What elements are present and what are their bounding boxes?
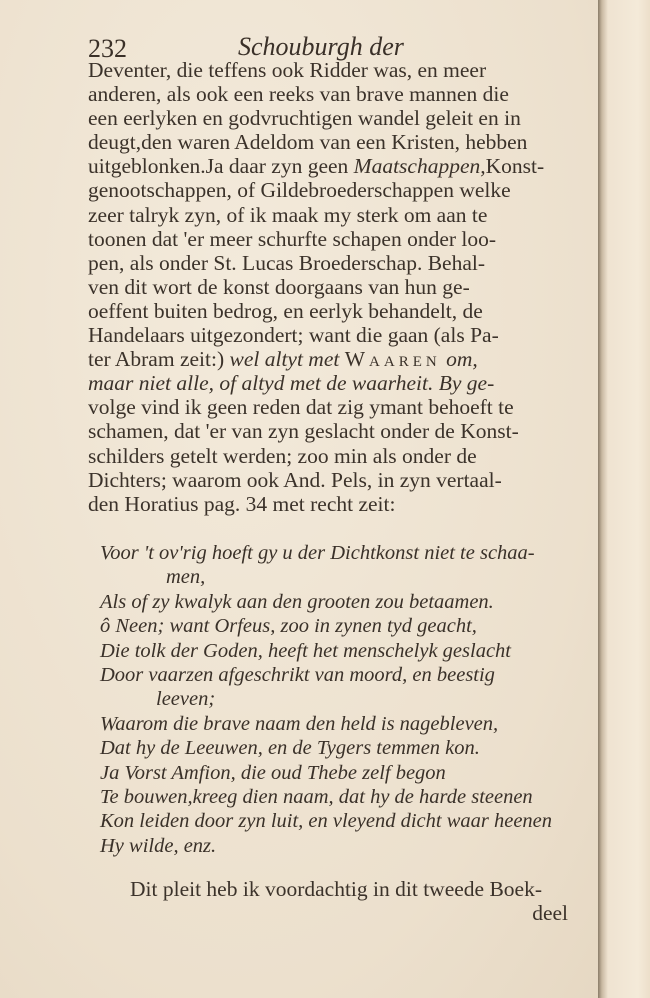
text-line: toonen dat 'er meer schurfte schapen onder loo-	[88, 226, 497, 251]
text-line	[88, 347, 558, 371]
text-line: Deventer, die teffens ook Ridder was, en meer	[88, 58, 487, 82]
verse-line: ô Neen; want Orfeus, zoo in zynen tyd geacht,	[100, 615, 477, 638]
italic-segment: maar niet alle, of altyd met de waarheit. By ge-	[88, 371, 495, 396]
verse-block	[100, 541, 570, 858]
verse-line: Die tolk der Goden, heeft het menschelyk geslacht	[100, 639, 511, 662]
text-line: pen, als onder St. Lucas Broederschap. Behal-	[88, 250, 486, 275]
text-line: zeer talryk zyn, of ik maak my sterk om aan te	[88, 202, 488, 227]
smallcaps-segment: Waaren	[344, 347, 441, 372]
text-line: Dit pleit heb ik voordachtig in dit tweede Boek-	[130, 877, 542, 901]
text-line	[88, 371, 558, 395]
verse-line: Waarom die brave naam den held is nagebleven,	[100, 712, 499, 735]
text-segment: ter Abram zeit:)	[88, 347, 225, 372]
text-line: een eerlyken en godvruchtigen wandel geleit en in	[88, 106, 521, 131]
text-line: deugt,den waren Adeldom van een Kristen, hebben	[88, 130, 528, 155]
verse-line: Als of zy kwalyk aan den grooten zou betaamen.	[100, 590, 494, 613]
verse-line: Voor 't ov'rig hoeft gy u der Dichtkonst niet te schaa-	[100, 542, 535, 564]
body-text	[88, 58, 558, 516]
text-line: schamen, dat 'er van zyn geslacht onder de Konst-	[88, 419, 519, 444]
text-line	[88, 154, 558, 178]
text-segment: Konst-	[485, 154, 545, 179]
verse-line: Kon leiden door zyn luit, en vleyend dicht waar heenen	[100, 810, 553, 833]
page-number: 232	[88, 34, 127, 63]
text-line: genootschappen, of Gildebroederschappen welke	[88, 178, 511, 203]
text-line: oeffent buiten bedrog, en eerlyk behandelt, de	[88, 298, 483, 323]
verse-line: leeven;	[156, 688, 216, 711]
text-line: Handelaars uitgezondert; want die gaan (als Pa-	[88, 323, 499, 348]
italic-segment: wel altyt met	[229, 347, 340, 372]
text-line: volge vind ik geen reden dat zig ymant behoeft te	[88, 395, 514, 420]
catchword: deel	[532, 901, 568, 925]
verse-line: men,	[166, 566, 206, 589]
italic-segment: Maatschappen,	[353, 154, 486, 179]
verse-line: Hy wilde, enz.	[100, 834, 217, 857]
closing-text	[130, 877, 568, 925]
verse-line: Dat hy de Leeuwen, en de Tygers temmen kon.	[100, 737, 480, 760]
verse-line: Te bouwen,kreeg dien naam, dat hy de harde steenen	[100, 785, 533, 808]
text-segment: uitgeblonken.Ja daar zyn geen	[88, 154, 349, 179]
text-line: ven dit wort de konst doorgaans van hun ge-	[88, 274, 470, 299]
verse-line: Ja Vorst Amfion, die oud Thebe zelf begon	[100, 761, 446, 784]
text-line: schilders getelt werden; zoo min als onder de	[88, 443, 477, 468]
verse-line: Door vaarzen afgeschrikt van moord, en beestig	[100, 663, 495, 686]
text-line: den Horatius pag. 34 met recht zeit:	[88, 491, 396, 516]
italic-segment: om,	[446, 347, 478, 372]
page-edge	[598, 0, 650, 998]
running-title: Schouburgh der	[238, 32, 404, 61]
text-line: Dichters; waarom ook And. Pels, in zyn vertaal-	[88, 467, 502, 492]
text-line: anderen, als ook een reeks van brave mannen die	[88, 82, 509, 107]
